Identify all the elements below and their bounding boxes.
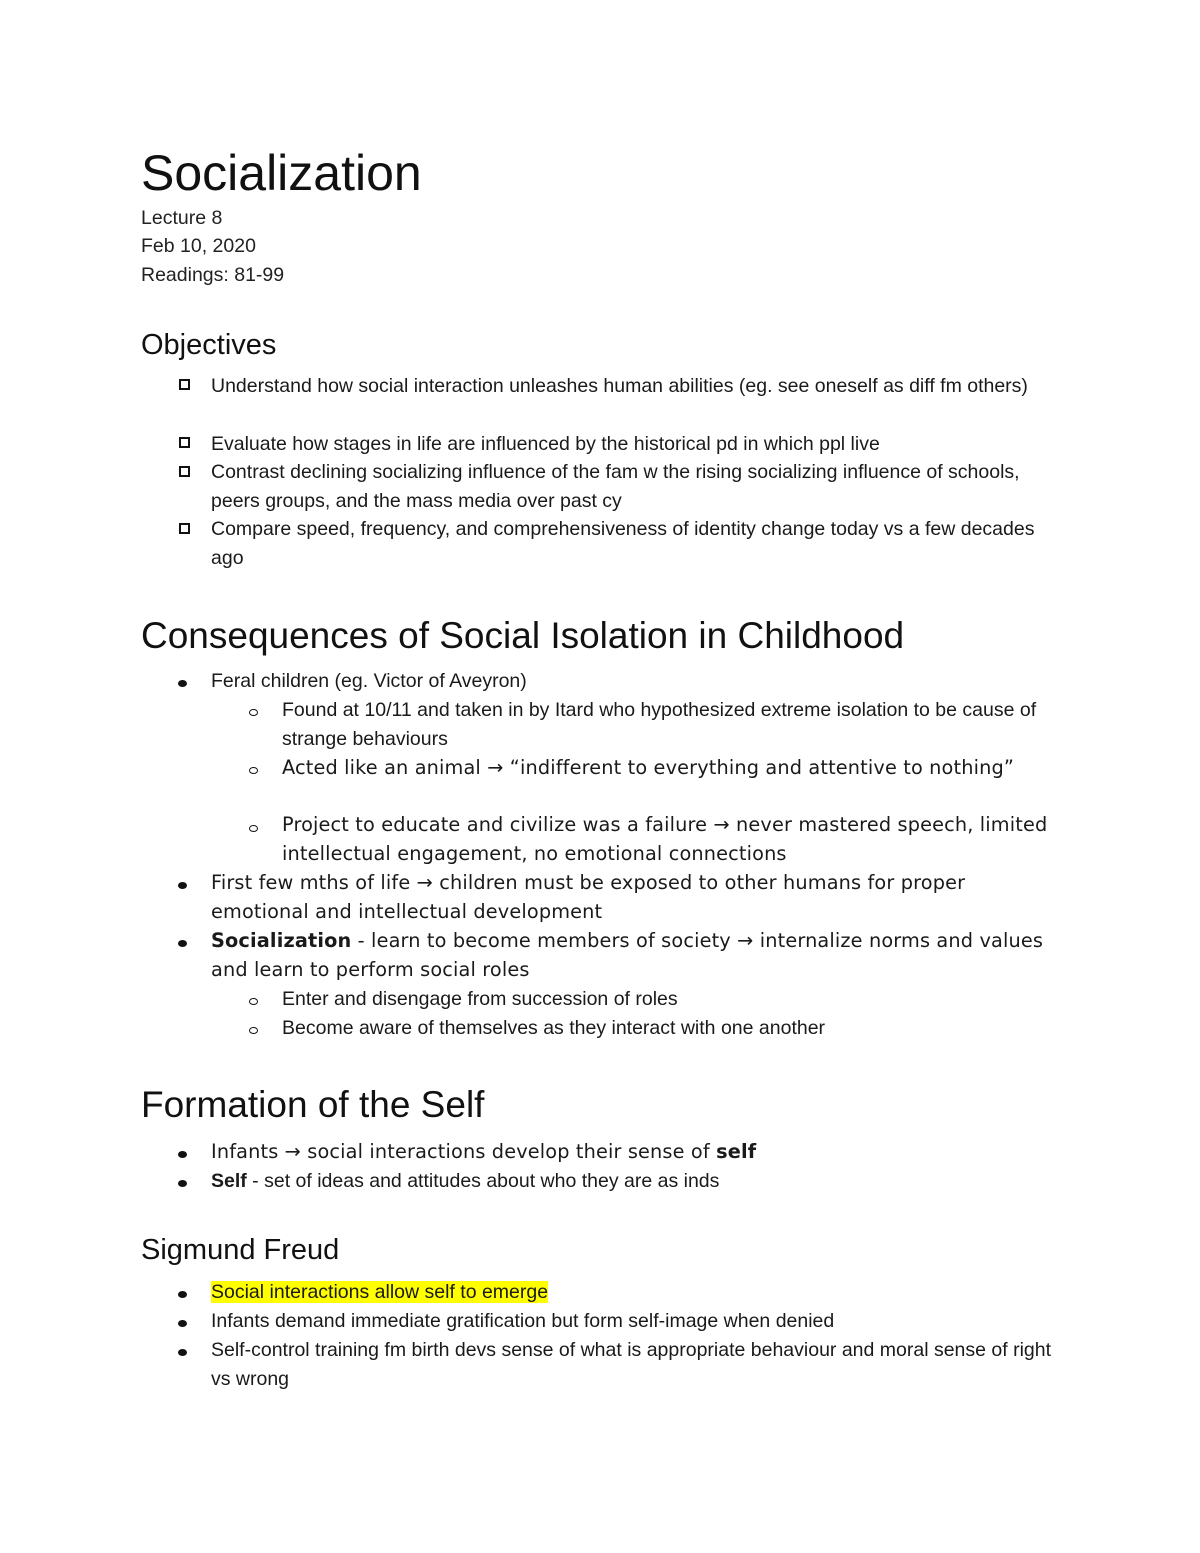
self-term: Self — [211, 1170, 247, 1192]
bullet-icon — [178, 940, 187, 947]
socialization-term: Socialization — [211, 929, 352, 952]
objectives-heading: Objectives — [141, 329, 277, 361]
bullet-icon — [178, 1151, 187, 1158]
bullet-icon — [178, 1320, 187, 1327]
sub-bullet-icon — [249, 825, 258, 832]
list-item-first-months: First few mths of life → children must be exposed to other humans for proper emotional and intellectual development — [211, 871, 966, 923]
sub-list-item: Acted like an animal → “indifferent to everything and attentive to nothing” — [282, 756, 1014, 779]
isolation-heading: Consequences of Social Isolation in Childhood — [141, 615, 905, 656]
self-heading: Formation of the Self — [141, 1084, 485, 1125]
bullet-icon — [178, 680, 187, 687]
freud-heading: Sigmund Freud — [141, 1234, 340, 1266]
checkbox-icon[interactable] — [179, 523, 190, 534]
list-item: Infants demand immediate gratification but form self-image when denied — [211, 1310, 835, 1332]
objective-item: Contrast declining socializing influence of the fam w the rising socializing influence of schools, peers groups, and the mass media over past cy — [211, 461, 1020, 512]
sub-bullet-icon — [249, 767, 258, 774]
checkbox-icon[interactable] — [179, 379, 190, 390]
sub-list-item: Found at 10/11 and taken in by Itard who hypothesized extreme isolation to be cause of strange behaviours — [282, 699, 1037, 750]
checkbox-icon[interactable] — [179, 437, 190, 448]
socialization-definition: - learn to become members of society → internalize norms and values and learn to perform social roles — [211, 929, 1044, 981]
bullet-icon — [178, 882, 187, 889]
lecture-date: Feb 10, 2020 — [141, 235, 256, 257]
infants-text: Infants → social interactions develop their sense of — [211, 1140, 717, 1163]
list-item-infants — [211, 1138, 1061, 1167]
list-item-feral-children: Feral children (eg. Victor of Aveyron) — [211, 670, 527, 692]
document-title: Socialization — [141, 145, 422, 201]
sub-list-item: Project to educate and civilize was a failure → never mastered speech, limited intellectual engagement, no emotional connections — [282, 813, 1048, 865]
objective-item: Understand how social interaction unleashes human abilities (eg. see oneself as diff fm others) — [211, 375, 1028, 397]
highlighted-text: Social interactions allow self to emerge — [211, 1281, 549, 1303]
sub-bullet-icon — [249, 709, 258, 716]
objective-item: Evaluate how stages in life are influenced by the historical pd in which ppl live — [211, 433, 880, 455]
self-definition: - set of ideas and attitudes about who they are as inds — [246, 1170, 720, 1192]
objective-item: Compare speed, frequency, and comprehensiveness of identity change today vs a few decades ago — [211, 518, 1035, 569]
readings: Readings: 81-99 — [141, 264, 285, 286]
sub-list-item: Enter and disengage from succession of roles — [282, 988, 678, 1010]
self-bold-term: self — [716, 1140, 757, 1163]
bullet-icon — [178, 1180, 187, 1187]
sub-bullet-icon — [249, 998, 258, 1005]
list-item-socialization — [211, 927, 1061, 984]
lecture-number: Lecture 8 — [141, 207, 223, 229]
bullet-icon — [178, 1291, 187, 1298]
sub-list-item: Become aware of themselves as they interact with one another — [282, 1017, 826, 1039]
checkbox-icon[interactable] — [179, 466, 190, 477]
bullet-icon — [178, 1349, 187, 1356]
sub-bullet-icon — [249, 1027, 258, 1034]
list-item: Self-control training fm birth devs sense of what is appropriate behaviour and moral sense of right vs wrong — [211, 1339, 1052, 1390]
list-item-highlighted — [211, 1278, 1061, 1307]
list-item-self — [211, 1167, 1061, 1196]
